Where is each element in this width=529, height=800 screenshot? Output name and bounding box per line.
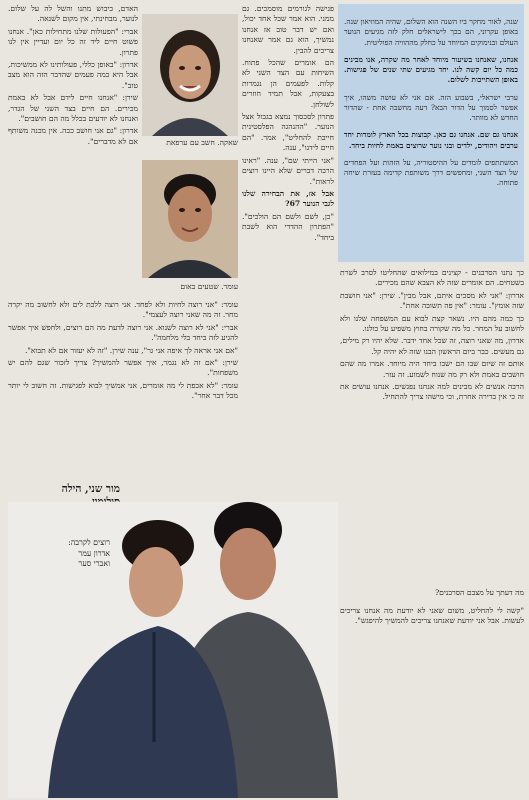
- bottom-photo-caption: [10, 538, 110, 570]
- article-paragraph: אדרון: "באופן כללי, פעולותינו לא ממשיכות, אבל היא כמה פעמים שהדבר הזה הוא מצב טוב".: [8, 60, 138, 90]
- article-paragraph: עומר: "אני רוצה לחיות ולא לפחד. אני רוצה ללכת לים ולא לחשוב מה יקרה מחר. זה מה שאני רוצה לעצמי".: [8, 300, 238, 320]
- article-paragraph: הם אומרים שהכל פתוח. השיחות עם הצד השני לא קלות. לפעמים הן נגמרות בצעקות, אבל תמיד חוזרים לשולחן.: [242, 58, 334, 109]
- article-paragraph: פתרון לסכסוך נמצא בגבול אצל הנוער. "ההנהגה הפלסטינית חייבת להחליט", אמר. "הם חיים לידנו", ענה.: [242, 112, 334, 153]
- middle-column-text: [242, 4, 334, 476]
- portrait-photo-boy: [142, 160, 238, 278]
- sidebar-paragraph: אנחנו, שאנחנו בשיעור מיוחד לאחר מה שקרה, אנו מבינים כמה כל יום קשה לנו. יחד מגיעים שתי שנים של פגישות. באופן השתייכות לשלום.: [344, 55, 518, 85]
- sidebar-text: [344, 10, 518, 256]
- sidebar-paragraph: המשתתפים לומדים על ההיסטוריה, על הזהות ועל הפחדים של הצד השני, ומחפשים דרך משותפת קדימה בעזרת שיחה פתוחה.: [344, 157, 518, 188]
- byline-line: מור שני, הילה: [61, 483, 120, 495]
- article-paragraph: "אני הייתי שם", ענה. "ראינו הרבה דברים שלא היינו רוצים לראות".: [242, 155, 334, 186]
- article-paragraph: הרבה אנשים לא מבינים למה אנחנו נפגשים. אנחנו עושים את זה כי אין ברירה אחרת, וכי מישהו צריך להתחיל.: [340, 382, 524, 402]
- article-paragraph: כך כמה מהם היו. נשאר קצת לבוא עם המשפחה שלנו ולא לחשוב על המחר. כל מה שקורה בחוץ משפיע על כולנו.: [340, 313, 524, 334]
- lower-left-text: [8, 300, 238, 480]
- article-paragraph: אותם זה שיום שבו הם ישבו ביחד היה מיוחד. אמרו מה שהם חושבים באמת ולא רק מה שנוח לשמוע. זה עזר.: [340, 359, 524, 379]
- article-paragraph: "קשה לי להחליט, משום שאני לא יודעת מה אנחנו צריכים לעשות. אבל אני יודעת שאנחנו צריכים להמשיך להיפגש".: [340, 605, 524, 625]
- article-paragraph: עומר: "לא אכפת לי מה אומרים, אני אמשיך לבוא לפגישות. זה חשוב לי יותר מכל דבר אחר".: [8, 380, 238, 401]
- sidebar-paragraph: אנחנו גם שם. אנחנו גם כאן. קבוצות בכל הארץ לומדות יחד ערבים ויהודים, ילדים ובני נוער שרוצים באמת לחיות ביחד.: [344, 130, 518, 150]
- article-paragraph: האדם, כיבוש מתנו והשל לה על שלום. לנוער, מבחינתי, אין מקום לשנאה.: [8, 4, 138, 24]
- caption-line: ואברי סער: [78, 559, 110, 568]
- bold-pullquote: אבל אז, את הבחירה שלנו לגבי הנוער 67?: [242, 188, 334, 209]
- article-paragraph: פגישה לגורמים מוסמכים. גם ממני. הוא אמר שכל אחד יכול, ואם יש דבר טוב אז אנחנו נמשיך, הוא גם אמר שאנחנו צריכים להבין.: [242, 4, 334, 55]
- article-paragraph: אדרון, מה שאני רוצה, זה שכל אחד ידבר. שלא יהיו רק מילים, גם מעשים. כבר ביום הראשון הבנו שזה לא יהיה קל.: [340, 336, 524, 356]
- left-column-text: [8, 4, 138, 298]
- article-paragraph: "אם אני אראה לך איפה אני גר", ענה שירן. "זה לא יעזור אם לא תבוא".: [25, 345, 238, 355]
- article-paragraph: שירן: "אנחנו חיים לידם אבל לא באמת מכירים. הם חיים בצד השני של הגדר, ואנחנו לא יודעים בכלל מה הם חושבים".: [8, 93, 138, 124]
- portrait-photo-girl: [142, 14, 238, 136]
- portrait-boy-icon: [142, 160, 238, 278]
- article-paragraph: אברי: "אני לא רוצה לשנוא. אני רוצה לדעת מה הם רוצים, ולחפש איך אפשר להגיע לזה ביחד בלי מלחמה".: [8, 322, 238, 343]
- sidebar-paragraph: שנה, לאור מחקר ביו השנה הוא השלום, שהיה המוזיאון שנה. באופן עקרוני, הם בכך לישראלים חלק לזה מגיעים הנוער העולם ובנימוקים המיוחד על כחלק מההוויה הפוליטית.: [344, 17, 518, 47]
- caption-line: רוצים לקרבה:: [68, 538, 110, 547]
- article-paragraph: אברי: "הפעולות שלנו מתחילות כאן". אנחנו פשוט חיים ליד זה כל יום ועדיין אין לנו פתרון.: [8, 26, 138, 57]
- article-paragraph: אדרון: "אני לא מסכים איתם, אבל מבין". שירן: "אני חושבת שזה אומץ". עומר: "אין פה תשובה אחת".: [340, 290, 524, 311]
- article-paragraph: אדרון: "גם אני חושב ככה. אין מכנה משותף אם לא מדברים".: [8, 126, 138, 146]
- sidebar-paragraph: ערבי ישראלי, בשבוע הזה. אם אני לא עושה משהו, איך אפשר לסמוך על הדור הבא? דעה מחשבה אחת - שהדור החדש לא מוותר.: [344, 92, 518, 122]
- article-paragraph: שירן: "אם זה לא נגמר, איך אפשר להמשיך? צריך לזכור שגם להם יש משפחות".: [8, 358, 238, 378]
- question-line: מה דעתך על מצבם הסרבנים?: [435, 587, 524, 597]
- photo-caption: עומר. שטעים באום: [180, 282, 238, 291]
- article-paragraph: "כן, לשם ולשם הם הולכים". "הפתרון ההדדי הוא לשבת ביחד".: [242, 211, 334, 242]
- article-paragraph: כך נתנו הסרבנים - קצינים במילואים שהחליטו לסרב לשרת בשטחים. הם אומרים שזה לא הצבא שהם מכירים.: [340, 268, 524, 288]
- portrait-girl-icon: [142, 14, 238, 136]
- highlight-sidebar: [338, 4, 524, 262]
- right-column-text: [340, 268, 524, 576]
- photo-caption: שאקה. חשב עם ערפאת: [166, 138, 238, 147]
- caption-line: אדרון עמר: [78, 548, 110, 558]
- right-bottom-text: [340, 580, 524, 795]
